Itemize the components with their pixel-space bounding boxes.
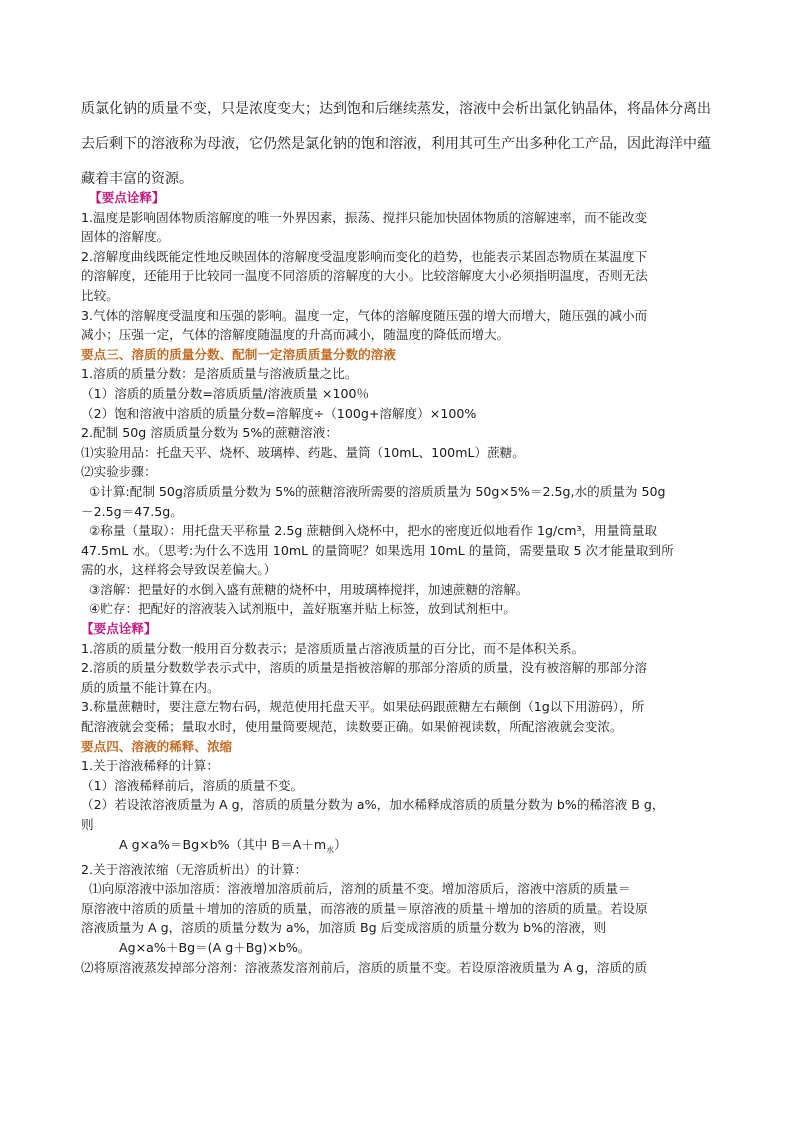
text-line: ①计算:配制 50g溶质质量分数为 5%的蔗糖溶液所需要的溶质质量为 50g×5%＝2.5g,水的质量为 50g bbox=[89, 483, 666, 499]
text-line: （1）溶质的质量分数=溶质质量/溶液质量 ×100％ bbox=[81, 385, 370, 401]
text-line: 47.5mL 水。（思考:为什么不选用 10mL 的量筒呢？如果选用 10mL 的量筒，需要量取 5 次才能量取到所 bbox=[81, 542, 674, 558]
text-line: 1.温度是影响固体物质溶解度的唯一外界因素，振荡、搅拌只能加快固体物质的溶解速率，而不能改变 bbox=[81, 209, 648, 225]
text-line: ③溶解：把量好的水倒入盛有蔗糖的烧杯中，用玻璃棒搅拌，加速蔗糖的溶解。 bbox=[89, 581, 529, 597]
text-line: 1.关于溶液稀释的计算： bbox=[81, 758, 219, 774]
text-line: 1.溶质的质量分数：是溶质质量与溶液质量之比。 bbox=[81, 366, 358, 382]
text-line: （2）若设浓溶液质量为 A g，溶质的质量分数为 a%，加水稀释成溶质的质量分数为 b%的稀溶液 B g， bbox=[81, 797, 665, 813]
formula-text: ） bbox=[334, 836, 347, 852]
text-line: 则 bbox=[81, 817, 94, 832]
text-line: 2.溶质的质量分数数学表示式中，溶质的质量是指被溶解的那部分溶质的质量，没有被溶解的那部分溶 bbox=[81, 660, 648, 676]
text-line: ④贮存：把配好的溶液装入试剂瓶中，盖好瓶塞并贴上标签，放到试剂柜中。 bbox=[89, 601, 516, 617]
text-line: 3.称量蔗糖时，要注意左物右码，规范使用托盘天平。如果砝码跟蔗糖左右颠倒（1g以下用游码），所 bbox=[81, 699, 645, 715]
text-line: 减小；压强一定，气体的溶解度随温度的升高而减小，随温度的降低而增大。 bbox=[81, 327, 510, 343]
text-line: －2.5g＝47.5g。 bbox=[81, 503, 183, 519]
text-line: 2.关于溶液浓缩（无溶质析出）的计算： bbox=[81, 861, 308, 877]
text-line: 原溶液中溶质的质量＋增加的溶质的质量，而溶液的质量＝原溶液的质量＋增加的溶质的质量。若设原 bbox=[81, 900, 648, 916]
text-line: 溶液质量为 A g，溶质的质量分数为 a%，加溶质 Bg 后变成溶质的质量分数为 b%的溶液，则 bbox=[81, 920, 607, 936]
formula-subscript: 水 bbox=[326, 845, 335, 855]
notes-heading: 【要点诠释】 bbox=[89, 190, 165, 205]
text-line: 固体的溶解度。 bbox=[81, 229, 170, 245]
text-line: ⑴实验用品：托盘天平、烧杯、玻璃棒、药匙、量筒（10mL、100mL）蔗糖。 bbox=[81, 444, 525, 460]
section-heading: 要点四、溶液的稀释、浓缩 bbox=[81, 738, 233, 754]
text-line: （2）饱和溶液中溶质的质量分数=溶解度÷（100g+溶解度）×100% bbox=[81, 405, 477, 421]
formula-text: A g×a%＝Bg×b%（其中 B＝A＋m bbox=[119, 836, 327, 852]
formula-line: Ag×a%＋Bg＝(A g＋Bg)×b%。 bbox=[119, 940, 311, 956]
text-line: 2.配制 50g 溶质质量分数为 5%的蔗糖溶液： bbox=[81, 425, 338, 441]
text-line: ⑴向原溶液中添加溶质：溶液增加溶质前后，溶剂的质量不变。增加溶质后，溶液中溶质的质量＝ bbox=[89, 881, 631, 897]
text-line: 的溶解度，还能用于比较同一温度不同溶质的溶解度的大小。比较溶解度大小必须指明温度，否则无法 bbox=[81, 268, 648, 284]
notes-heading: 【要点诠释】 bbox=[81, 621, 157, 637]
intro-paragraph bbox=[0, 92, 721, 197]
formula-line bbox=[0, 835, 759, 860]
text-line: 比较。 bbox=[81, 287, 119, 303]
text-line: 需的水，这样将会导致误差偏大。） bbox=[81, 562, 277, 578]
text-line: 去后剩下的溶液称为母液，它仍然是氯化钠的饱和溶液，利用其可生产出多种化工产品，因此海洋中蕴 bbox=[81, 136, 711, 152]
text-line: （1）溶液稀释前后，溶质的质量不变。 bbox=[81, 777, 304, 793]
document-body bbox=[0, 188, 759, 977]
text-line: 2.溶解度曲线既能定性地反映固体的溶解度受温度影响而变化的趋势，也能表示某固态物质在某温度下 bbox=[81, 248, 648, 264]
text-line: ⑵将原溶液蒸发掉部分溶剂：溶液蒸发溶剂前后，溶质的质量不变。若设原溶液质量为 A g，溶质的质 bbox=[81, 959, 648, 975]
text-line: 质氯化钠的质量不变，只是浓度变大；达到饱和后继续蒸发，溶液中会析出氯化钠晶体，将晶体分离出 bbox=[81, 101, 711, 117]
text-line: 质的质量不能计算在内。 bbox=[81, 679, 220, 695]
section-heading: 要点三、溶质的质量分数、配制一定溶质质量分数的溶液 bbox=[81, 346, 396, 362]
text-line: 藏着丰富的资源。 bbox=[81, 171, 193, 187]
text-line: 1.溶质的质量分数一般用百分数表示；是溶质质量占溶液质量的百分比，而不是体积关系。 bbox=[81, 640, 585, 656]
text-line: 配溶液就会变稀；量取水时，使用量筒要规范，读数要正确。如果俯视读数，所配溶液就会变浓。 bbox=[81, 719, 623, 735]
text-line: ②称量（量取）：用托盘天平称量 2.5g 蔗糖倒入烧杯中，把水的密度近似地看作 1g/cm³，用量筒量取 bbox=[89, 523, 658, 539]
text-line: ⑵实验步骤： bbox=[81, 464, 157, 480]
text-line: 3.气体的溶解度受温度和压强的影响。温度一定，气体的溶解度随压强的增大而增大，随压强的减小而 bbox=[81, 307, 648, 323]
